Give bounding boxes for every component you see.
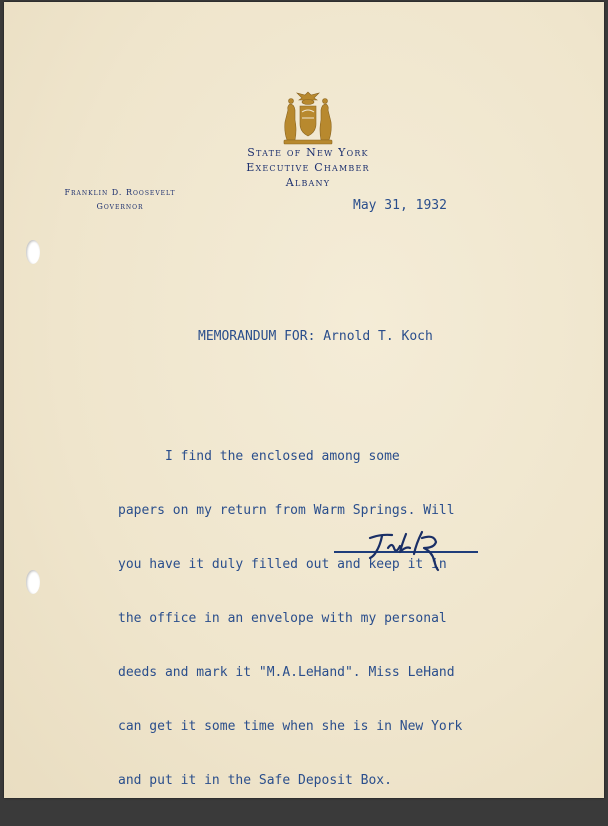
punch-hole-top — [26, 240, 40, 264]
sender-title: Governor — [96, 202, 144, 211]
new-york-state-seal-icon — [272, 88, 344, 148]
punch-hole-bottom — [26, 570, 40, 594]
letterhead-chamber: Executive Chamber — [246, 161, 370, 174]
letter-date: May 31, 1932 — [353, 198, 447, 213]
letter-page — [4, 2, 604, 798]
body-line: you have it duly filled out and keep it in — [118, 557, 447, 572]
sender-name: Franklin D. Roosevelt — [64, 188, 176, 197]
memo-recipient-line: MEMORANDUM FOR: Arnold T. Koch — [198, 329, 433, 344]
body-line: deeds and mark it "M.A.LeHand". Miss LeHand — [118, 665, 455, 680]
letter-body — [118, 412, 462, 826]
letterhead-state: State of New York — [247, 146, 369, 159]
body-line: can get it some time when she is in New York — [118, 719, 463, 734]
body-line: and put it in the Safe Deposit Box. — [118, 773, 392, 788]
letterhead-city: Albany — [285, 176, 331, 189]
sender-block — [60, 186, 180, 214]
body-line: I find the enclosed among some — [118, 449, 400, 464]
body-line: the office in an envelope with my personal — [118, 611, 447, 626]
letterhead — [228, 145, 388, 190]
body-line: papers on my return from Warm Springs. Will — [118, 503, 455, 518]
handwritten-signature — [366, 528, 466, 574]
